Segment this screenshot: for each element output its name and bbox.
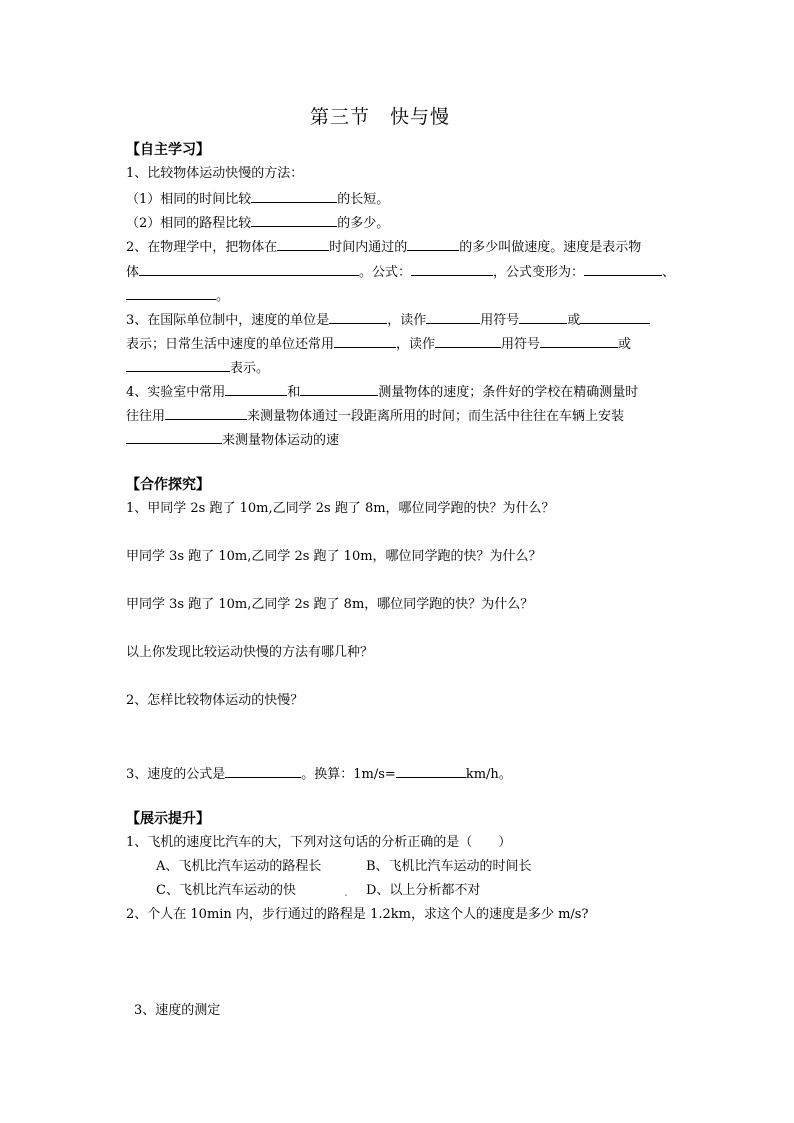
self-study-q4-line3 bbox=[126, 430, 339, 450]
blank-field[interactable] bbox=[396, 764, 466, 778]
blank-field[interactable] bbox=[126, 358, 230, 372]
blank-field[interactable] bbox=[584, 262, 662, 276]
q3-text: 表示；日常生活中速度的单位还常用 bbox=[126, 337, 335, 352]
blank-field[interactable] bbox=[407, 237, 459, 251]
cooperate-q1d: 以上你发现比较运动快慢的方法有哪几种？ bbox=[126, 645, 374, 660]
q1b-text-post: 的多少。 bbox=[337, 216, 390, 231]
stray-mark: . bbox=[344, 885, 349, 900]
cooperate-q1b: 甲同学 3s 跑了 10m,乙同学 2s 跑了 10m，哪位同学跑的快？为什么？ bbox=[126, 549, 542, 564]
q2-text: 。 bbox=[216, 289, 230, 304]
q2-text: 的多少叫做速度。速度是表示物 bbox=[459, 240, 642, 255]
q4-text: 4、实验室中常用 bbox=[126, 385, 226, 400]
self-study-q2-line3 bbox=[126, 286, 229, 306]
cooperate-q1c: 甲同学 3s 跑了 10m,乙同学 2s 跑了 8m，哪位同学跑的快？为什么？ bbox=[126, 597, 534, 612]
blank-field[interactable] bbox=[411, 262, 493, 276]
blank-field[interactable] bbox=[519, 310, 567, 324]
option-a[interactable]: A、飞机比汽车运动的路程长 bbox=[156, 859, 322, 874]
blank-field[interactable] bbox=[334, 334, 396, 348]
blank-field[interactable] bbox=[139, 262, 359, 276]
blank-field[interactable] bbox=[251, 213, 337, 227]
page-title: 第三节 快与慢 bbox=[310, 106, 451, 128]
self-study-q4-line1 bbox=[126, 382, 638, 402]
blank-field[interactable] bbox=[165, 406, 247, 420]
self-study-q4-line2 bbox=[126, 406, 624, 426]
self-study-q3-line2 bbox=[126, 334, 631, 354]
q2-text: 、 bbox=[662, 265, 676, 280]
show-q2: 2、个人在 10min 内，步行通过的路程是 1.2km，求这个人的速度是多少 m/s? bbox=[126, 907, 589, 922]
blank-field[interactable] bbox=[225, 382, 287, 396]
q1a-text-post: 的长短。 bbox=[337, 192, 390, 207]
show-q3: 3、速度的测定 bbox=[134, 1003, 221, 1018]
q1b-text-pre: （2）相同的路程比较 bbox=[126, 216, 252, 231]
blank-field[interactable] bbox=[126, 286, 216, 300]
q3-text: 用符号 bbox=[480, 313, 520, 328]
q3-text: 或 bbox=[567, 313, 581, 328]
q2-text: 体 bbox=[126, 265, 140, 280]
q3-text: 3、在国际单位制中，速度的单位是 bbox=[126, 313, 330, 328]
section-heading-self-study: 【自主学习】 bbox=[126, 142, 210, 158]
q2-text: 。公式： bbox=[359, 265, 412, 280]
q3-text: 3、速度的公式是 bbox=[126, 767, 226, 782]
cooperate-q2: 2、怎样比较物体运动的快慢？ bbox=[126, 693, 304, 708]
q3-text: 。换算：1m/s= bbox=[301, 767, 396, 782]
q3-text: ，读作 bbox=[396, 337, 436, 352]
self-study-q1b bbox=[126, 213, 389, 233]
blank-field[interactable] bbox=[426, 310, 480, 324]
q4-text: 测量物体的速度；条件好的学校在精确测量时 bbox=[378, 385, 639, 400]
blank-field[interactable] bbox=[329, 310, 387, 324]
q4-text: 来测量物体运动的速 bbox=[222, 433, 340, 448]
q4-text: 来测量物体通过一段距离所用的时间；而生活中往往在车辆上安装 bbox=[247, 409, 625, 424]
blank-field[interactable] bbox=[300, 382, 378, 396]
q3-text: km/h。 bbox=[465, 767, 512, 782]
cooperate-q3 bbox=[126, 764, 512, 784]
q2-text: 2、在物理学中，把物体在 bbox=[126, 240, 278, 255]
blank-field[interactable] bbox=[251, 189, 337, 203]
self-study-q1a bbox=[126, 189, 389, 209]
q4-text: 往往用 bbox=[126, 409, 166, 424]
q3-text: 表示。 bbox=[230, 361, 270, 376]
q1a-text-pre: （1）相同的时间比较 bbox=[126, 192, 252, 207]
section-heading-show: 【展示提升】 bbox=[126, 811, 210, 827]
blank-field[interactable] bbox=[580, 310, 650, 324]
section-heading-cooperate: 【合作探究】 bbox=[126, 477, 210, 493]
self-study-q3-line1 bbox=[126, 310, 650, 330]
option-d[interactable]: D、以上分析都不对 bbox=[366, 883, 481, 898]
blank-field[interactable] bbox=[126, 430, 222, 444]
blank-field[interactable] bbox=[277, 237, 329, 251]
q3-text: 或 bbox=[618, 337, 632, 352]
option-c[interactable]: C、飞机比汽车运动的快 bbox=[156, 883, 296, 898]
blank-field[interactable] bbox=[540, 334, 618, 348]
cooperate-q1: 1、甲同学 2s 跑了 10m,乙同学 2s 跑了 8m，哪位同学跑的快？为什么？ bbox=[126, 501, 555, 516]
blank-field[interactable] bbox=[435, 334, 501, 348]
self-study-q1: 1、比较物体运动快慢的方法： bbox=[126, 166, 304, 181]
q2-text: ，公式变形为： bbox=[493, 265, 585, 280]
self-study-q2-line1 bbox=[126, 237, 641, 257]
q3-text: ，读作 bbox=[387, 313, 427, 328]
q2-text: 时间内通过的 bbox=[329, 240, 408, 255]
self-study-q2-line2 bbox=[126, 262, 675, 282]
q3-text: 用符号 bbox=[501, 337, 541, 352]
option-b[interactable]: B、飞机比汽车运动的时间长 bbox=[366, 859, 532, 874]
self-study-q3-line3 bbox=[126, 358, 269, 378]
show-q1: 1、飞机的速度比汽车的大，下列对这句话的分析正确的是（ ） bbox=[126, 835, 512, 850]
blank-field[interactable] bbox=[225, 764, 301, 778]
q4-text: 和 bbox=[287, 385, 301, 400]
